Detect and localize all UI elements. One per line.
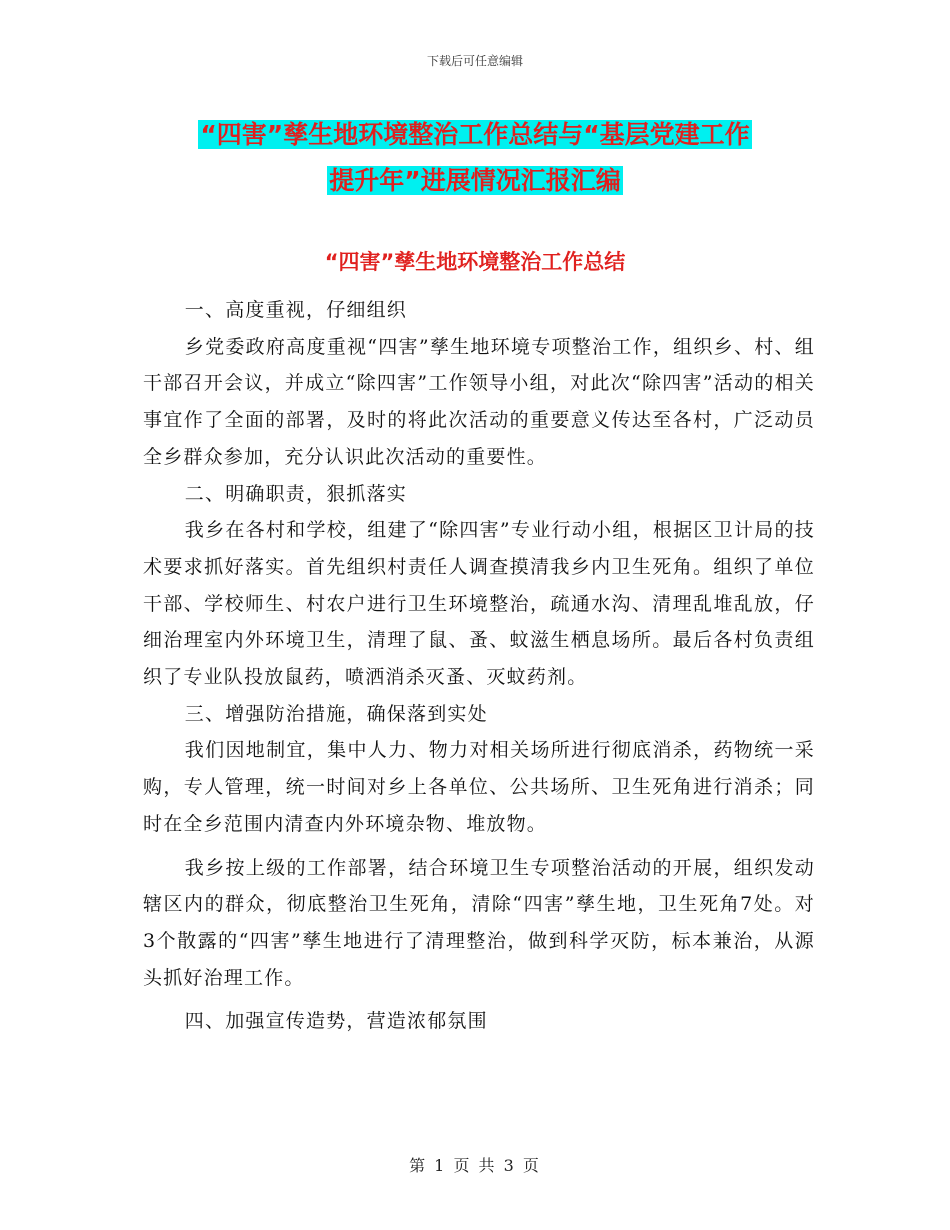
document-title	[140, 112, 810, 204]
document-body	[143, 292, 815, 1040]
section-title: “四害”孳生地环境整治工作总结	[324, 250, 626, 274]
section-heading-1: 一、高度重视，仔细组织	[184, 299, 407, 321]
document-title-line-1: “四害”孳生地环境整治工作总结与“基层党建工作	[200, 120, 750, 149]
document-title-line-2: 提升年”进展情况汇报汇编	[329, 166, 621, 195]
paragraph: 我乡按上级的工作部署，结合环境卫生专项整治活动的开展，组织发动辖区内的群众，彻底整治卫生死角，清除“四害”孳生地，卫生死角7处。对3个散露的“四害”孳生地进行了清理整治，做到科学灭防，标本兼治，从源头抓好治理工作。	[143, 856, 815, 989]
paragraph: 我乡在各村和学校，组建了“除四害”专业行动小组，根据区卫计局的技术要求抓好落实。首先组织村责任人调查摸清我乡内卫生死角。组织了单位干部、学校师生、村农户进行卫生环境整治，疏通水沟、清理乱堆乱放，仔细治理室内外环境卫生，清理了鼠、蚤、蚊滋生栖息场所。最后各村负责组织了专业队投放鼠药，喷洒消杀灭蚤、灭蚊药剂。	[143, 519, 815, 689]
page-number-footer: 第 1 页 共 3 页	[409, 1156, 541, 1175]
paragraph: 我们因地制宜，集中人力、物力对相关场所进行彻底消杀，药物统一采购，专人管理，统一时间对乡上各单位、公共场所、卫生死角进行消杀；同时在全乡范围内清查内外环境杂物、堆放物。	[143, 739, 815, 835]
section-heading-4: 四、加强宣传造势，营造浓郁氛围	[184, 1010, 488, 1033]
page-header-note: 下载后可任意编辑	[426, 54, 523, 68]
section-heading-2: 二、明确职责，狠抓落实	[184, 482, 407, 505]
section-heading-3: 三、增强防治措施，确保落到实处	[184, 702, 488, 725]
paragraph: 乡党委政府高度重视“四害”孳生地环境专项整治工作，组织乡、村、组干部召开会议，并成立“除四害”工作领导小组，对此次“除四害”活动的相关事宜作了全面的部署，及时的将此次活动的重要意义传达至各村，广泛动员全乡群众参加，充分认识此次活动的重要性。	[143, 335, 815, 468]
